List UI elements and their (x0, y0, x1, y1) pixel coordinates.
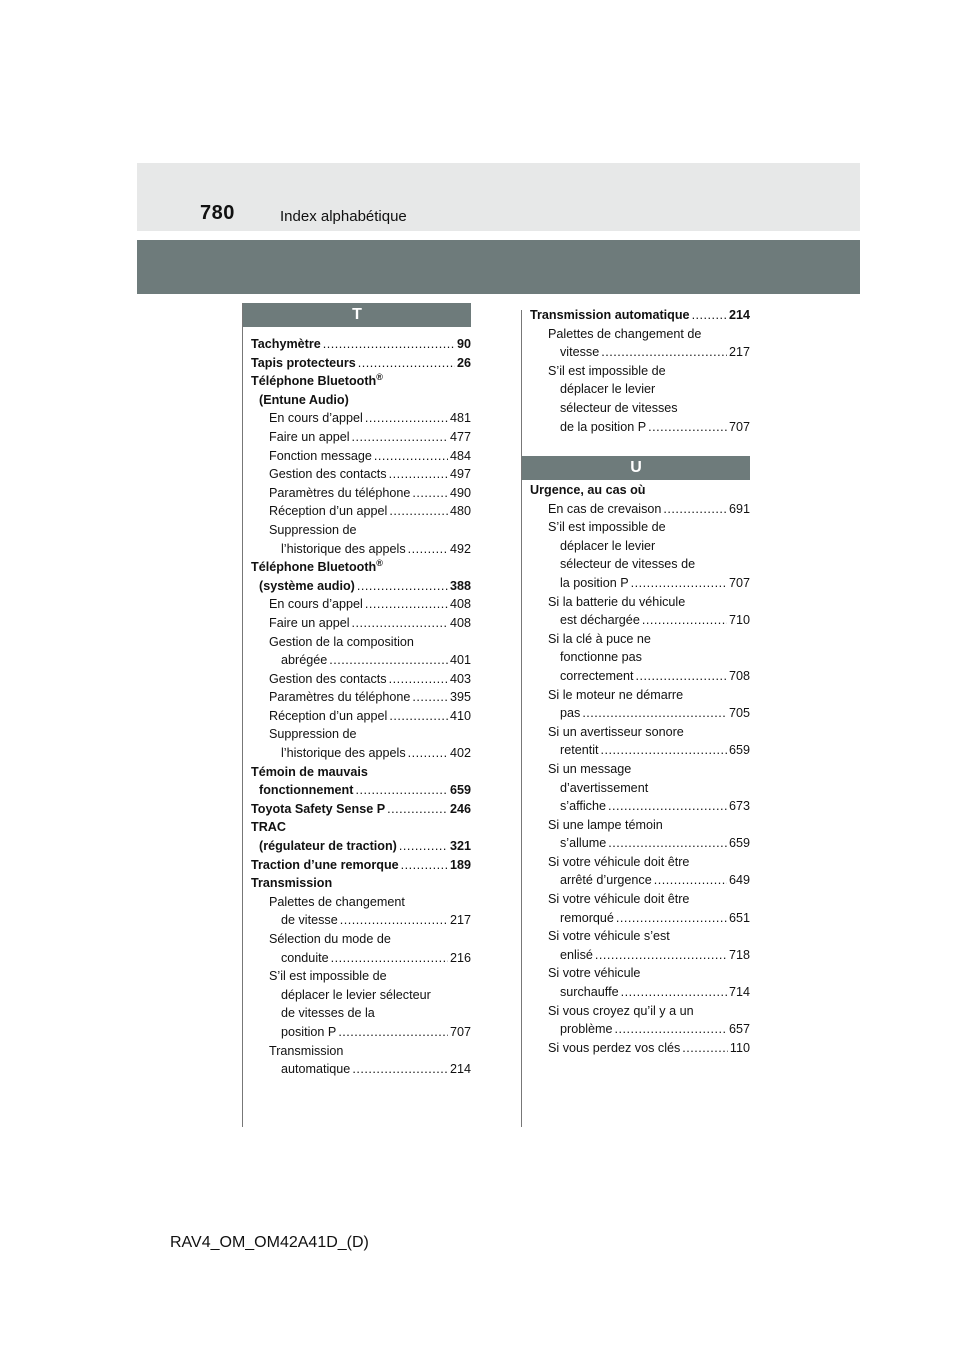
index-line (251, 725, 471, 744)
index-entry-text: Si le moteur ne démarre (548, 687, 684, 702)
index-entry-text: Transmission automatique (530, 308, 690, 322)
page-reference: 490 (449, 485, 471, 500)
dot-leader (399, 837, 448, 856)
document-code: RAV4_OM_OM42A41D_(D) (170, 1234, 369, 1251)
dot-leader (615, 1020, 727, 1039)
page-reference: 708 (728, 668, 750, 683)
dot-leader (636, 667, 727, 686)
index-entry (251, 354, 471, 373)
index-entry (251, 744, 471, 763)
index-entry-text: sélecteur de vitesses (560, 400, 678, 415)
index-entry-text: Sélection du mode de (269, 932, 391, 946)
index-entry-text: Suppression de (269, 727, 357, 742)
registered-mark: ® (376, 372, 383, 382)
dot-leader (595, 946, 727, 965)
index-entry-text: Traction d’une remorque (251, 857, 399, 872)
index-entry (530, 500, 750, 519)
index-entry-text: S’il est impossible de (548, 363, 666, 378)
page-reference: 217 (449, 913, 471, 928)
page-reference: 216 (449, 950, 471, 965)
index-entry-text: fonctionne pas (560, 650, 642, 665)
index-entry-text: conduite (281, 950, 329, 965)
index-line (530, 686, 750, 705)
index-entry-text: TRAC (251, 820, 286, 835)
index-entry (251, 707, 471, 726)
index-column-left (251, 335, 471, 1079)
index-entry-text: vitesse (560, 345, 600, 360)
index-entry (530, 797, 750, 816)
index-entry-text: (régulateur de traction) (259, 839, 397, 854)
index-line (530, 964, 750, 983)
page-reference: 659 (728, 836, 750, 851)
index-entry (530, 306, 750, 325)
index-line (251, 521, 471, 540)
page-reference: 480 (449, 504, 471, 519)
index-entry-text: est déchargée (560, 613, 640, 628)
page-reference: 477 (449, 429, 471, 444)
dot-leader (601, 343, 727, 362)
index-entry (251, 670, 471, 689)
index-entry-text: Gestion des contacts (269, 671, 387, 686)
dot-leader (663, 500, 727, 519)
index-entry (251, 614, 471, 633)
index-entry (251, 484, 471, 503)
index-entry-text: Si la batterie du véhicule (548, 594, 686, 609)
index-entry-text: Transmission (251, 876, 333, 891)
dot-leader (329, 651, 448, 670)
index-entry-text: En cours d’appel (269, 597, 363, 612)
page-reference: 714 (728, 985, 750, 1000)
page-reference: 484 (449, 448, 471, 463)
index-entry (251, 856, 471, 875)
dot-leader (412, 484, 448, 503)
page-reference: 395 (449, 690, 471, 705)
page-reference: 388 (449, 578, 471, 593)
page-reference: 408 (449, 615, 471, 630)
index-line (251, 874, 471, 893)
page-reference: 26 (456, 355, 471, 370)
dot-leader (621, 983, 727, 1002)
index-entry (530, 909, 750, 928)
index-entry-text: fonctionnement (259, 783, 354, 798)
index-line (251, 930, 471, 949)
page-reference: 402 (449, 746, 471, 761)
index-entry-text: Faire un appel (269, 615, 350, 630)
index-entry (251, 335, 471, 354)
dot-leader (389, 465, 448, 484)
dot-leader (642, 611, 727, 630)
index-line (530, 723, 750, 742)
index-entry (251, 800, 471, 819)
index-entry-text: Gestion des contacts (269, 467, 387, 482)
index-entry-text: Gestion de la composition (269, 634, 414, 649)
index-entry (251, 688, 471, 707)
index-line (251, 818, 471, 837)
index-line (530, 927, 750, 946)
index-line (530, 380, 750, 399)
page-reference: 718 (728, 947, 750, 962)
page-reference: 673 (728, 799, 750, 814)
index-entry (530, 1020, 750, 1039)
dot-leader (365, 409, 448, 428)
dot-leader (692, 306, 727, 325)
index-entry-text: En cours d’appel (269, 411, 363, 426)
index-entry (251, 447, 471, 466)
index-entry-text: l’historique des appels (281, 541, 406, 556)
dot-leader (331, 949, 448, 968)
dot-leader (338, 1023, 448, 1042)
index-entry-text: de la position P (560, 419, 647, 434)
index-entry (530, 704, 750, 723)
index-entry-text: surchauffe (560, 985, 619, 1000)
column-divider-right (521, 310, 522, 1127)
index-entry-text: Si un avertisseur sonore (548, 724, 684, 739)
dot-leader (682, 1039, 728, 1058)
index-entry (530, 871, 750, 890)
page-reference: 659 (728, 743, 750, 758)
index-entry (251, 837, 471, 856)
index-entry-text: Si une lampe témoin (548, 817, 663, 832)
index-line (251, 893, 471, 912)
index-entry (251, 911, 471, 930)
page-reference: 110 (729, 1040, 750, 1055)
index-entry-text: de vitesse (281, 913, 338, 928)
index-entry-text: arrêté d’urgence (560, 873, 652, 888)
index-entry-text: Téléphone Bluetooth (251, 374, 377, 389)
index-entry-text: s’affiche (560, 799, 606, 814)
index-line (530, 648, 750, 667)
page-reference: 710 (728, 613, 750, 628)
index-entry-text: sélecteur de vitesses de (560, 557, 696, 572)
index-entry-text: En cas de crevaison (548, 501, 662, 516)
index-entry-text: Si votre véhicule (548, 966, 641, 981)
index-entry-text: Réception d’un appel (269, 708, 388, 723)
header-dark-band (137, 240, 860, 294)
index-entry-text: s’allume (560, 836, 607, 851)
index-entry-text: Palettes de changement (269, 894, 405, 909)
index-entry-text: Si un message (548, 761, 632, 776)
index-entry (251, 595, 471, 614)
index-entry (251, 1060, 471, 1079)
dot-leader (389, 502, 448, 521)
index-entry (251, 428, 471, 447)
index-entry-text: Fonction message (269, 448, 372, 463)
page-reference: 707 (449, 1024, 471, 1039)
index-line (530, 853, 750, 872)
index-entry-text: Tapis protecteurs (251, 355, 356, 370)
dot-leader (582, 704, 727, 723)
index-entry-text: déplacer le levier (560, 538, 656, 553)
index-entry-text: Si vous perdez vos clés (548, 1040, 681, 1055)
index-entry (530, 834, 750, 853)
index-entry-text: (Entune Audio) (259, 392, 349, 407)
index-entry-text: Toyota Safety Sense P (251, 801, 386, 816)
dot-leader (601, 741, 727, 760)
page-number: 780 (200, 202, 235, 224)
index-entry-text: Si la clé à puce ne (548, 631, 651, 646)
index-entry-text: Paramètres du téléphone (269, 690, 411, 705)
index-entry (251, 651, 471, 670)
index-line (530, 399, 750, 418)
index-entry (530, 983, 750, 1002)
page-reference: 214 (728, 308, 750, 322)
index-line (530, 816, 750, 835)
dot-leader (401, 856, 448, 875)
index-entry-text: pas (560, 706, 581, 721)
dot-leader (389, 707, 448, 726)
index-entry-text: Palettes de changement de (548, 326, 702, 341)
index-entry-text: (système audio) (259, 578, 355, 593)
index-entry (530, 611, 750, 630)
dot-leader (365, 595, 448, 614)
index-entry (530, 418, 750, 437)
index-column-right-bottom (530, 481, 750, 1057)
page-reference: 707 (728, 419, 750, 434)
index-entry-text: Tachymètre (251, 337, 321, 351)
index-entry-text: Réception d’un appel (269, 504, 388, 519)
index-entry-text: Paramètres du téléphone (269, 485, 411, 500)
index-line (530, 593, 750, 612)
index-entry (251, 409, 471, 428)
index-entry (251, 949, 471, 968)
index-line (530, 1002, 750, 1021)
page-reference: 497 (449, 467, 471, 482)
index-entry (251, 1023, 471, 1042)
page-reference: 481 (449, 411, 471, 426)
section-title: Index alphabétique (280, 208, 407, 225)
column-divider-left (242, 303, 243, 1127)
dot-leader (340, 911, 448, 930)
index-line (530, 760, 750, 779)
index-line (251, 1042, 471, 1061)
index-line (530, 325, 750, 344)
page-reference: 321 (449, 839, 471, 854)
index-entry-text: Témoin de mauvais (251, 764, 368, 779)
page-reference: 90 (456, 337, 471, 351)
index-entry (530, 343, 750, 362)
page-reference: 705 (728, 706, 750, 721)
dot-leader (412, 688, 448, 707)
page-reference: 691 (728, 501, 750, 516)
index-line (530, 518, 750, 537)
index-entry-text: enlisé (560, 947, 593, 962)
index-entry-text: S’il est impossible de (548, 520, 666, 535)
dot-leader (631, 574, 727, 593)
dot-leader (654, 871, 727, 890)
page-reference: 707 (728, 575, 750, 590)
page-reference: 408 (449, 597, 471, 612)
dot-leader (608, 797, 727, 816)
index-entry-text: la position P (560, 575, 629, 590)
index-entry-text: automatique (281, 1062, 351, 1077)
letter-heading-t: T (243, 303, 471, 327)
index-entry (251, 465, 471, 484)
index-entry (251, 781, 471, 800)
index-entry-text: Téléphone Bluetooth (251, 560, 377, 575)
index-entry-text: d’avertissement (560, 780, 649, 795)
index-entry-text: Urgence, au cas où (530, 483, 646, 497)
dot-leader (355, 781, 448, 800)
index-entry (530, 574, 750, 593)
dot-leader (357, 577, 448, 596)
index-entry-text: remorqué (560, 910, 614, 925)
index-line (251, 1004, 471, 1023)
dot-leader (352, 428, 448, 447)
dot-leader (352, 614, 448, 633)
index-line (530, 890, 750, 909)
index-line (530, 779, 750, 798)
index-line (251, 763, 471, 782)
index-entry-text: abrégée (281, 653, 328, 668)
index-line (251, 558, 471, 577)
index-entry-text: déplacer le levier sélecteur (281, 987, 431, 1002)
page-reference: 659 (449, 783, 471, 798)
index-entry-text: Si votre véhicule s’est (548, 929, 670, 944)
index-entry (530, 741, 750, 760)
index-entry (251, 502, 471, 521)
index-entry (251, 577, 471, 596)
index-entry-text: Si votre véhicule doit être (548, 892, 690, 907)
index-entry-text: Si votre véhicule doit être (548, 854, 690, 869)
index-entry-text: position P (281, 1024, 337, 1039)
dot-leader (352, 1060, 448, 1079)
page-reference: 649 (728, 873, 750, 888)
page-reference: 410 (449, 708, 471, 723)
page-reference: 217 (728, 345, 750, 360)
index-entry-text: retentit (560, 743, 599, 758)
dot-leader (408, 744, 448, 763)
dot-leader (616, 909, 727, 928)
index-line (251, 633, 471, 652)
index-entry (530, 946, 750, 965)
header-band (137, 163, 860, 231)
index-entry-text: problème (560, 1022, 613, 1037)
dot-leader (389, 670, 448, 689)
index-column-right-top (530, 306, 750, 436)
page-reference: 246 (449, 801, 471, 816)
index-line (530, 481, 750, 500)
index-entry (530, 1039, 750, 1058)
page-reference: 401 (449, 653, 471, 668)
index-line (251, 986, 471, 1005)
dot-leader (648, 418, 727, 437)
dot-leader (358, 354, 455, 373)
index-line (530, 630, 750, 649)
index-entry-text: l’historique des appels (281, 746, 406, 761)
index-entry-text: déplacer le levier (560, 382, 656, 397)
index-entry-text: S’il est impossible de (269, 969, 387, 984)
page-reference: 651 (728, 910, 750, 925)
index-line (530, 555, 750, 574)
dot-leader (374, 447, 448, 466)
index-entry-text: correctement (560, 668, 634, 683)
dot-leader (408, 540, 448, 559)
letter-heading-u: U (522, 456, 750, 480)
index-entry-text: Transmission (269, 1043, 344, 1058)
index-entry (251, 540, 471, 559)
index-entry-text: Faire un appel (269, 429, 350, 444)
index-entry-text: Si vous croyez qu’il y a un (548, 1003, 694, 1018)
index-line (251, 967, 471, 986)
dot-leader (608, 834, 727, 853)
page-reference: 189 (449, 857, 471, 872)
registered-mark: ® (376, 557, 383, 568)
dot-leader (323, 335, 455, 354)
index-line (530, 362, 750, 381)
dot-leader (387, 800, 448, 819)
page-reference: 657 (728, 1022, 750, 1037)
index-line (251, 391, 471, 410)
page-reference: 492 (449, 541, 471, 556)
index-line (251, 372, 471, 391)
index-entry (530, 667, 750, 686)
index-entry-text: de vitesses de la (281, 1006, 375, 1021)
page-reference: 214 (449, 1062, 471, 1077)
page-reference: 403 (449, 671, 471, 686)
index-entry-text: Suppression de (269, 522, 357, 537)
index-line (530, 537, 750, 556)
